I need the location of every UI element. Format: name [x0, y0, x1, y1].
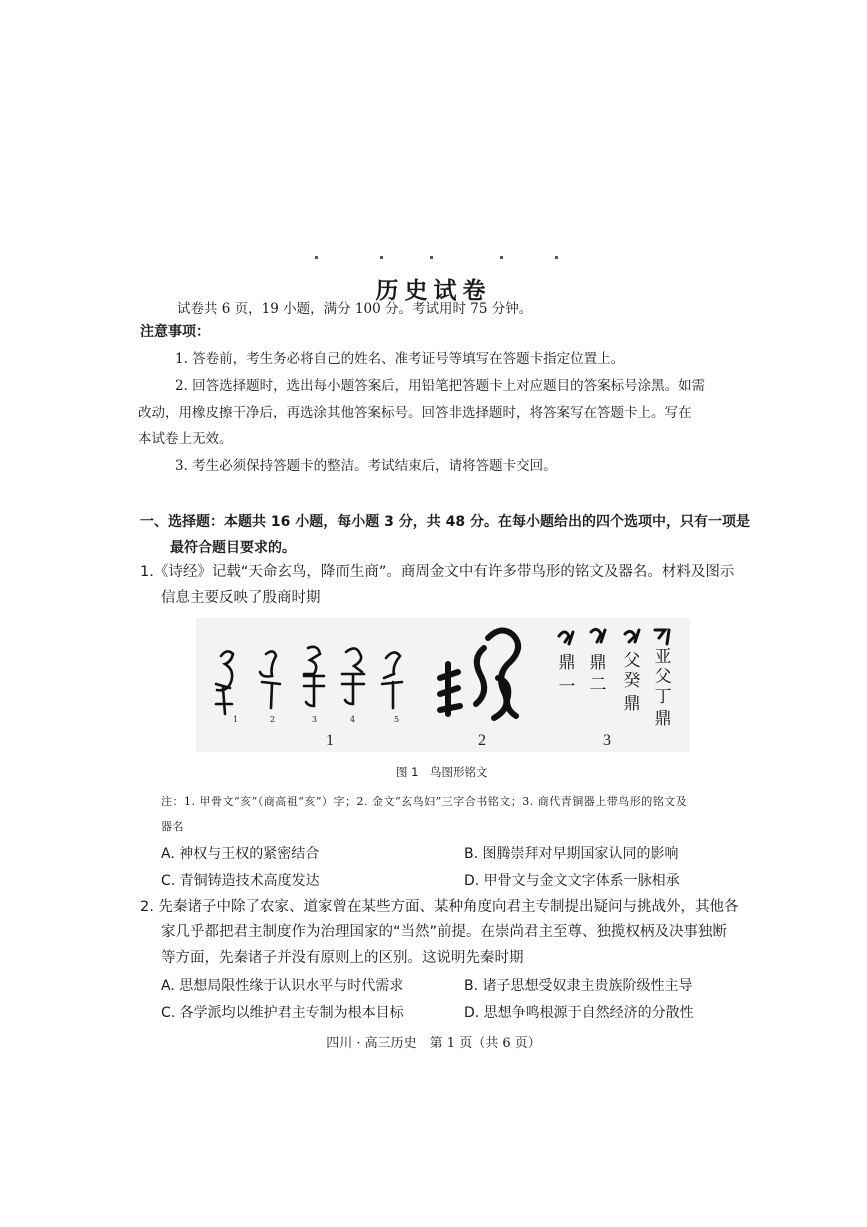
- section-heading: 一、选择题：本题共 16 小题，每小题 3 分，共 48 分。在每小题给出的四个选项中，只有一项是: [140, 514, 750, 530]
- q2-option-c: C. 各学派均以维护君主专制为根本目标: [161, 1005, 404, 1021]
- notice-2: 2. 回答选择题时，选出每小题答案后，用铅笔把答题卡上对应题目的答案标号涂黑。如需: [175, 378, 706, 394]
- q2-option-a: A. 思想局限性缘于认识水平与时代需求: [161, 978, 404, 994]
- bird-inscription-figure: [196, 618, 690, 752]
- exam-intro: 试卷共 6 页，19 小题，满分 100 分。考试用时 75 分钟。: [177, 301, 533, 317]
- oracle-glyphs-group-1: [196, 618, 416, 728]
- q2-stem-cont-1: 家几乎都把君主制度作为治理国家的“当然”前提。在崇尚君主至尊、独揽权柄及决事独断: [161, 924, 728, 940]
- fig3-glyph-yi: 一: [558, 677, 576, 697]
- faded-header-marks: [310, 252, 560, 262]
- section-heading-cont: 最符合题目要求的。: [170, 540, 296, 556]
- page-footer: 四川 · 高三历史 第 1 页（共 6 页）: [326, 1036, 541, 1051]
- q2-stem-cont-2: 等方面，先秦诸子并没有原则上的区别。这说明先秦时期: [161, 950, 524, 966]
- fig-sub-label-2: 2: [270, 715, 276, 724]
- q1-stem-cont: 信息主要反映了殷商时期: [161, 590, 321, 606]
- q2-stem: 2. 先秦诸子中除了农家、道家曾在某些方面、某种角度向君主专制提出疑问与挑战外，其他各: [140, 899, 739, 915]
- fig3-glyph-ding-3: 鼎: [623, 694, 641, 714]
- fig-sub-label-4: 4: [350, 715, 356, 724]
- q2-option-b: B. 诸子思想受奴隶主贵族阶级性主导: [464, 978, 693, 994]
- fig3-glyph-gui: 癸: [623, 671, 641, 691]
- fig-sub-label-1: 1: [233, 715, 239, 724]
- fig3-glyph-ding-5: 鼎: [654, 709, 672, 729]
- q1-option-d: D. 甲骨文与金文文字体系一脉相承: [464, 873, 680, 889]
- fig3-glyph-fu-1: 父: [623, 651, 641, 671]
- page-title: 历史试卷: [375, 278, 492, 304]
- q1-stem: 1.《诗经》记载“天命玄鸟，降而生商”。商周金文中有许多带鸟形的铭文及器名。材料及图示: [140, 564, 735, 580]
- fig-sub-label-5: 5: [394, 715, 400, 724]
- fig-group-label-3: 3: [603, 732, 611, 749]
- notice-2-cont: 改动，用橡皮擦干净后，再选涂其他答案标号。回答非选择题时，将答案写在答题卡上。写在: [138, 405, 692, 421]
- fig3-glyph-ding-4: 丁: [654, 687, 672, 707]
- fig-group-label-2: 2: [478, 732, 486, 749]
- q2-option-d: D. 思想争鸣根源于自然经济的分散性: [464, 1005, 694, 1021]
- fig-sub-label-3: 3: [312, 715, 318, 724]
- fig3-glyph-ding-1: 鼎: [558, 653, 576, 673]
- fig3-glyph-ya: 亚: [654, 647, 672, 667]
- figure-note-cont: 器名: [161, 820, 184, 833]
- q1-option-a: A. 神权与王权的紧密结合: [161, 846, 320, 862]
- bronze-composite-glyph-2: [436, 618, 536, 738]
- fig-group-label-1: 1: [326, 732, 334, 749]
- notice-1: 1. 答卷前，考生务必将自己的姓名、准考证号等填写在答题卡指定位置上。: [175, 351, 625, 367]
- fig3-glyph-ding-2: 鼎: [589, 653, 607, 673]
- q1-option-c: C. 青铜铸造技术高度发达: [161, 873, 320, 889]
- figure-caption: 图 1 鸟图形铭文: [396, 765, 488, 779]
- fig3-glyph-fu-2: 父: [654, 667, 672, 687]
- notice-3: 3. 考生必须保持答题卡的整洁。考试结束后，请将答题卡交回。: [175, 458, 557, 474]
- notice-2-end: 本试卷上无效。: [138, 431, 233, 447]
- fig3-glyph-er: 二: [589, 675, 607, 695]
- q1-option-b: B. 图腾崇拜对早期国家认同的影响: [464, 846, 679, 862]
- notice-heading: 注意事项：: [140, 324, 210, 340]
- figure-note: 注：1. 甲骨文“亥”（商高祖“亥”）字；2. 金文“玄鸟妇”三字合书铭文；3. 商代青铜器上带鸟形的铭文及: [161, 795, 688, 808]
